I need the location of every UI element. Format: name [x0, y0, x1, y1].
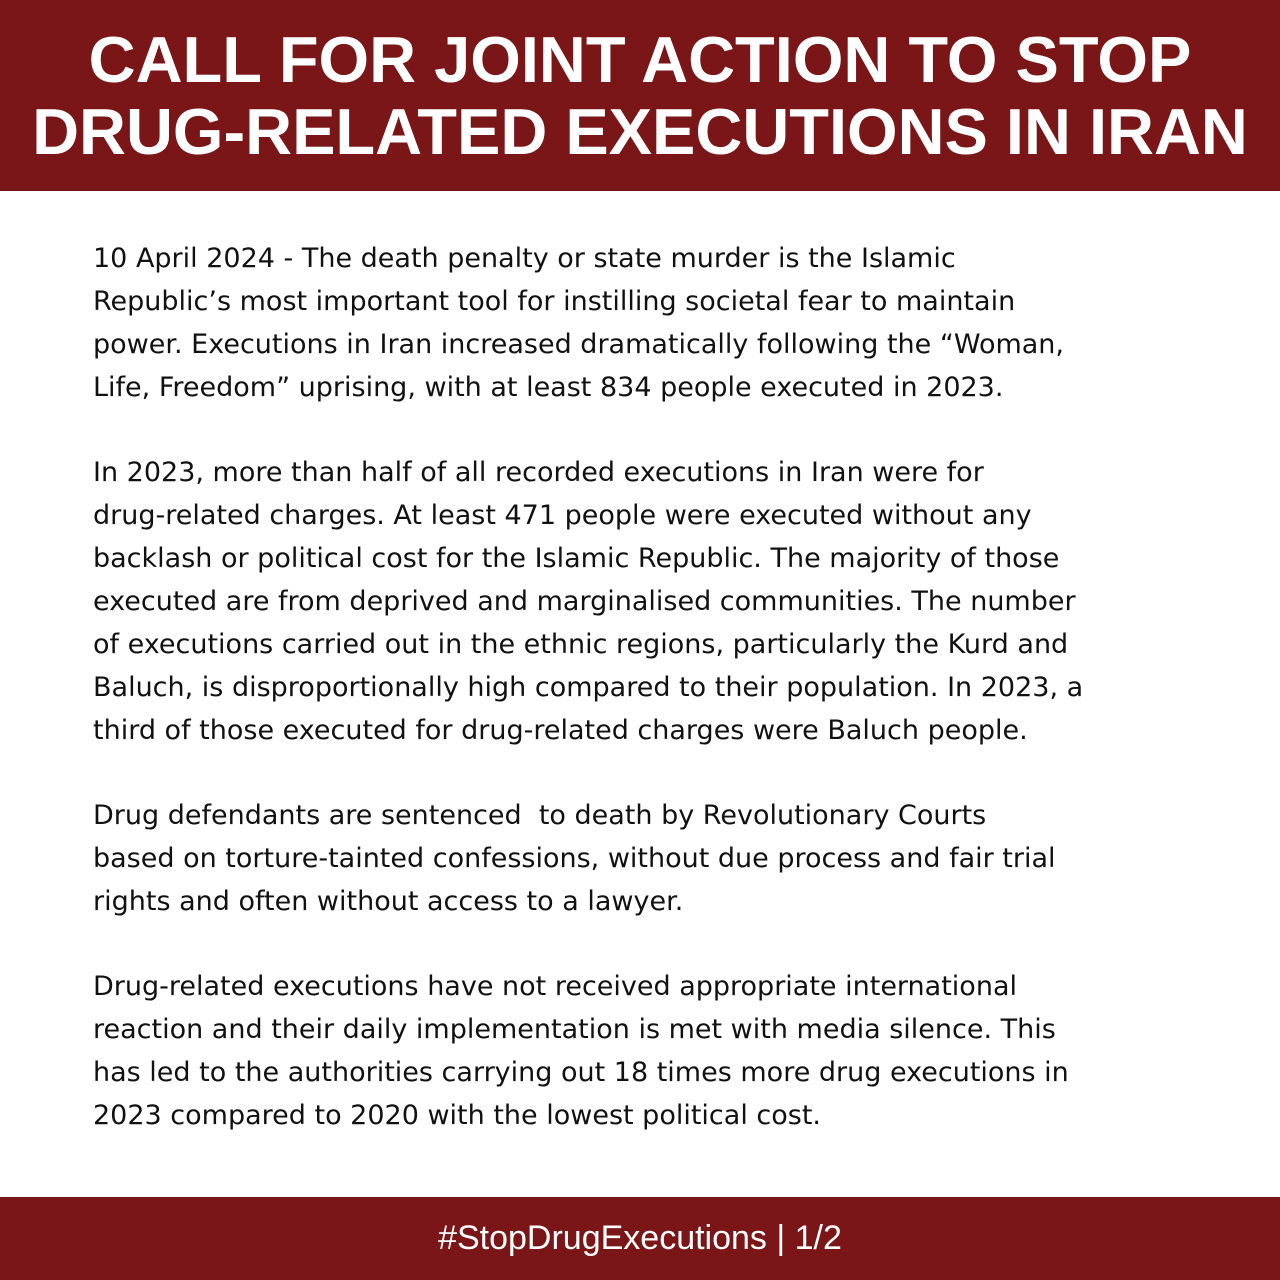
- title-banner: [0, 0, 1280, 191]
- text-line: Republic’s most important tool for instilling societal fear to maintain: [93, 286, 1016, 317]
- text-line: has led to the authorities carrying out 18 times more drug executions in: [93, 1057, 1069, 1088]
- paragraph-intro: [93, 237, 1213, 409]
- title-line-2: DRUG-RELATED EXECUTIONS IN IRAN: [32, 94, 1248, 168]
- paragraph-courts: [93, 794, 1213, 923]
- text-line: reaction and their daily implementation is met with media silence. This: [93, 1014, 1056, 1045]
- text-line: Baluch, is disproportionally high compared to their population. In 2023, a: [93, 672, 1084, 703]
- text-line: In 2023, more than half of all recorded executions in Iran were for: [93, 457, 984, 488]
- text-line: 2023 compared to 2020 with the lowest political cost.: [93, 1100, 821, 1131]
- text-line: third of those executed for drug-related charges were Baluch people.: [93, 715, 1028, 746]
- text-line: 10 April 2024 - The death penalty or state murder is the Islamic: [93, 243, 956, 274]
- article-body: [93, 237, 1213, 1179]
- text-line: backlash or political cost for the Islamic Republic. The majority of those: [93, 543, 1060, 574]
- text-line: of executions carried out in the ethnic regions, particularly the Kurd and: [93, 629, 1069, 660]
- text-line: rights and often without access to a lawyer.: [93, 886, 684, 917]
- hashtag-page-indicator: #StopDrugExecutions | 1/2: [438, 1219, 842, 1257]
- footer-banner: [0, 1197, 1280, 1280]
- text-line: executed are from deprived and marginalised communities. The number: [93, 586, 1076, 617]
- text-line: based on torture-tainted confessions, without due process and fair trial: [93, 843, 1056, 874]
- text-line: Drug defendants are sentenced to death by Revolutionary Courts: [93, 800, 987, 831]
- text-line: power. Executions in Iran increased dramatically following the “Woman,: [93, 329, 1064, 360]
- paragraph-reaction: [93, 965, 1213, 1137]
- title-line-1: CALL FOR JOINT ACTION TO STOP: [88, 22, 1192, 96]
- text-line: Drug-related executions have not received appropriate international: [93, 971, 1017, 1002]
- text-line: Life, Freedom” uprising, with at least 834 people executed in 2023.: [93, 372, 1004, 403]
- paragraph-statistics: [93, 451, 1213, 752]
- text-line: drug-related charges. At least 471 people were executed without any: [93, 500, 1032, 531]
